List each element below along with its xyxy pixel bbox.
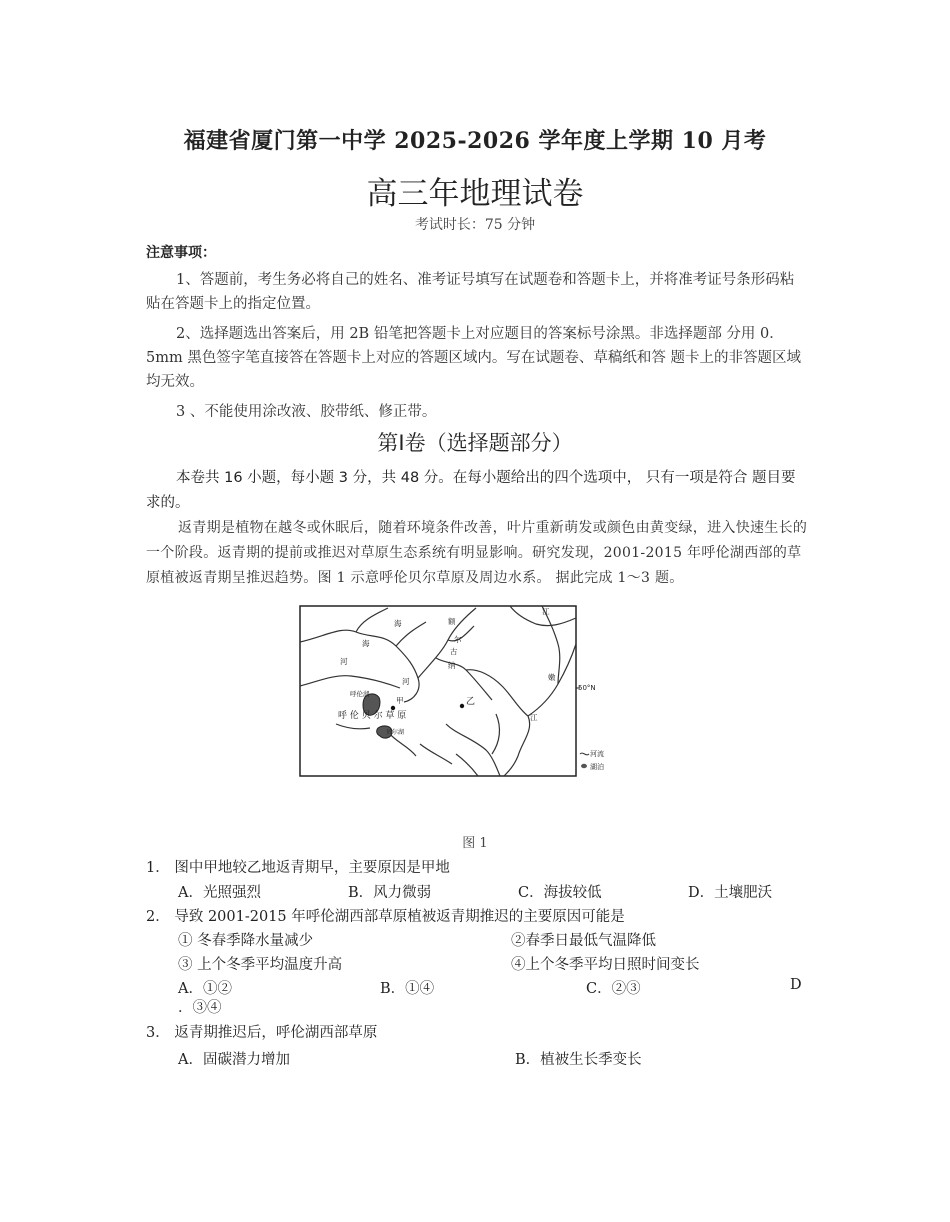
map-label: 贝尔湖 bbox=[386, 729, 405, 736]
question-stem: 返青期是植物在越冬或休眠后，随着环境条件改善，叶片重新萌发或颜色由黄变绿，进入快速生长的一个阶段。返青期的提前或推迟对草原生态系统有明显影响。研究发现，2001-2015 年呼伦湖西部的草原植被返青期呈推迟趋势。图 1 示意呼伦贝尔草原及周边水系。 据此完成 1〜3 题。 bbox=[146, 520, 808, 586]
figure-caption: 图 1 bbox=[462, 836, 488, 851]
map-label: 尔 bbox=[454, 635, 462, 644]
notice-item: 1、答题前，考生务必将自己的姓名、准考证号填写在试题卷和答题卡上，并将准考证号条形码粘贴在答题卡上的指定位置。 bbox=[146, 272, 795, 312]
map-label: 河 bbox=[402, 677, 410, 686]
legend-lake-icon bbox=[581, 764, 587, 768]
section-intro: 本卷共 16 小题，每小题 3 分，共 48 分。在每小题给出的四个选项中， 只有一项是符合 题目要求的。 bbox=[146, 470, 796, 511]
statement: ④上个冬季平均日照时间变长 bbox=[511, 957, 700, 973]
option-d[interactable]: D．土壤肥沃 bbox=[688, 885, 773, 901]
legend-river-icon bbox=[580, 753, 589, 755]
map-frame bbox=[300, 606, 576, 776]
question-2 bbox=[146, 905, 625, 926]
question-3 bbox=[146, 1021, 377, 1042]
map-label: 江 bbox=[542, 607, 550, 616]
option-b[interactable]: B．①④ bbox=[380, 981, 435, 997]
map-label: 额 bbox=[448, 617, 456, 626]
statement: ②春季日最低气温降低 bbox=[511, 933, 656, 949]
section-title: 第I卷（选择题部分） bbox=[377, 431, 573, 455]
map-label: 海 bbox=[394, 619, 402, 628]
question-text: 导致 2001-2015 年呼伦湖西部草原植被返青期推迟的主要原因可能是 bbox=[174, 909, 625, 925]
point-yi bbox=[460, 704, 464, 708]
map-label: 呼 伦 贝 尔 草 原 bbox=[338, 711, 407, 721]
map-figure bbox=[296, 604, 608, 782]
map-label: 江 bbox=[530, 713, 538, 722]
option-d-key[interactable]: D bbox=[790, 977, 802, 993]
map-label: 海 bbox=[362, 639, 370, 648]
option-a[interactable]: A．光照强烈 bbox=[178, 885, 261, 901]
map-label: 纳 bbox=[448, 661, 456, 670]
question-number: 3． bbox=[146, 1025, 170, 1041]
exam-subject-title: 高三年地理试卷 bbox=[366, 176, 584, 212]
option-b[interactable]: B．风力微弱 bbox=[348, 885, 432, 901]
exam-title: 福建省厦门第一中学 2025-2026 学年度上学期 10 月考 bbox=[183, 128, 767, 154]
option-c[interactable]: C．②③ bbox=[586, 981, 641, 997]
question-number: 2． bbox=[146, 909, 170, 925]
map-label: 河 bbox=[340, 657, 348, 666]
map-label: 50°N bbox=[578, 684, 596, 692]
legend-lake: 湖泊 bbox=[590, 763, 604, 771]
statement: ③ 上个冬季平均温度升高 bbox=[178, 957, 343, 973]
map-label: 乙 bbox=[466, 697, 476, 707]
map-label: 嫩 bbox=[548, 673, 556, 682]
legend-river: 河流 bbox=[590, 750, 604, 758]
option-c[interactable]: C．海拔较低 bbox=[518, 885, 602, 901]
notice-item: 2、选择题选出答案后，用 2B 铅笔把答题卡上对应题目的答案标号涂黑。非选择题部 分用 0．5mm 黑色签字笔直接答在答题卡上对应的答题区域内。写在试题卷、草稿纸和答 题卡上的非答题区域均无效。 bbox=[146, 326, 801, 390]
option-d-text[interactable]: ．③④ bbox=[178, 1000, 222, 1016]
option-a[interactable]: A．①② bbox=[178, 981, 232, 997]
option-a[interactable]: A．固碳潜力增加 bbox=[178, 1052, 290, 1068]
notice-heading: 注意事项： bbox=[146, 245, 216, 261]
question-text: 图中甲地较乙地返青期早，主要原因是甲地 bbox=[174, 860, 450, 876]
statement: ① 冬春季降水量减少 bbox=[178, 933, 314, 949]
question-text: 返青期推迟后，呼伦湖西部草原 bbox=[174, 1025, 378, 1041]
map-legend bbox=[580, 749, 604, 771]
map-label: 甲 bbox=[396, 696, 404, 705]
notice-item: 3 、不能使用涂改液、胶带纸、修正带。 bbox=[176, 404, 437, 420]
map-label: 古 bbox=[450, 647, 458, 656]
question-1 bbox=[146, 856, 450, 877]
question-number: 1． bbox=[146, 860, 170, 876]
option-b[interactable]: B．植被生长季变长 bbox=[515, 1052, 642, 1068]
exam-duration: 考试时长：75 分钟 bbox=[414, 217, 536, 233]
map-label: 呼伦湖 bbox=[350, 690, 370, 698]
point-jia bbox=[391, 706, 395, 710]
